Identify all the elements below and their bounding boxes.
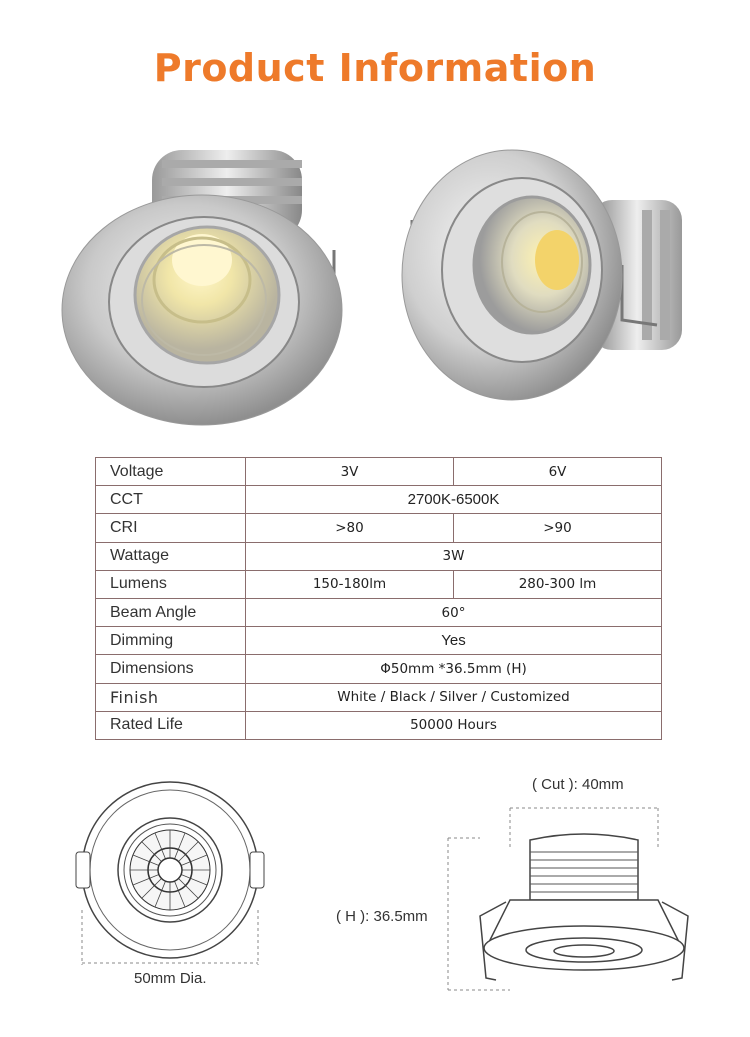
spec-label-dimming: Dimming — [96, 627, 246, 655]
spec-value-cri-high: >90 — [454, 514, 662, 542]
table-row — [96, 627, 662, 655]
spec-label-rated-life: Rated Life — [96, 711, 246, 739]
spec-value-rated-life: 50000 Hours — [246, 711, 662, 739]
spec-label-finish: Finish — [96, 683, 246, 711]
spec-value-voltage-6v: 6V — [454, 458, 662, 486]
table-row — [96, 486, 662, 514]
table-row — [96, 542, 662, 570]
spec-value-beam-angle: 60° — [246, 598, 662, 626]
spec-label-cct: CCT — [96, 486, 246, 514]
spec-label-dimensions: Dimensions — [96, 655, 246, 683]
height-label: ( H ): 36.5mm — [336, 908, 428, 925]
downlight-front-photo — [52, 130, 352, 430]
spec-value-finish: White / Black / Silver / Customized — [246, 683, 662, 711]
table-row — [96, 711, 662, 739]
front-technical-drawing — [62, 770, 282, 970]
side-technical-drawing — [440, 790, 700, 1000]
table-row — [96, 458, 662, 486]
spec-label-lumens: Lumens — [96, 570, 246, 598]
table-row — [96, 683, 662, 711]
spec-value-voltage-3v: 3V — [246, 458, 454, 486]
table-row — [96, 655, 662, 683]
spec-table — [95, 457, 662, 740]
spec-value-cri-low: >80 — [246, 514, 454, 542]
spec-value-lumens-low: 150-180lm — [246, 570, 454, 598]
spec-value-wattage: 3W — [246, 542, 662, 570]
spec-value-lumens-high: 280-300 lm — [454, 570, 662, 598]
downlight-angled-photo — [392, 130, 692, 430]
spec-label-voltage: Voltage — [96, 458, 246, 486]
spec-label-wattage: Wattage — [96, 542, 246, 570]
spec-value-dimming: Yes — [246, 627, 662, 655]
table-row — [96, 514, 662, 542]
spec-label-cri: CRI — [96, 514, 246, 542]
diameter-label: 50mm Dia. — [134, 970, 207, 987]
spec-value-cct: 2700K-6500K — [246, 486, 662, 514]
table-row — [96, 570, 662, 598]
spec-value-dimensions: Φ50mm *36.5mm (H) — [246, 655, 662, 683]
spec-label-beam-angle: Beam Angle — [96, 598, 246, 626]
table-row — [96, 598, 662, 626]
cut-label: ( Cut ): 40mm — [532, 776, 624, 793]
page-title: Product Information — [153, 46, 597, 90]
